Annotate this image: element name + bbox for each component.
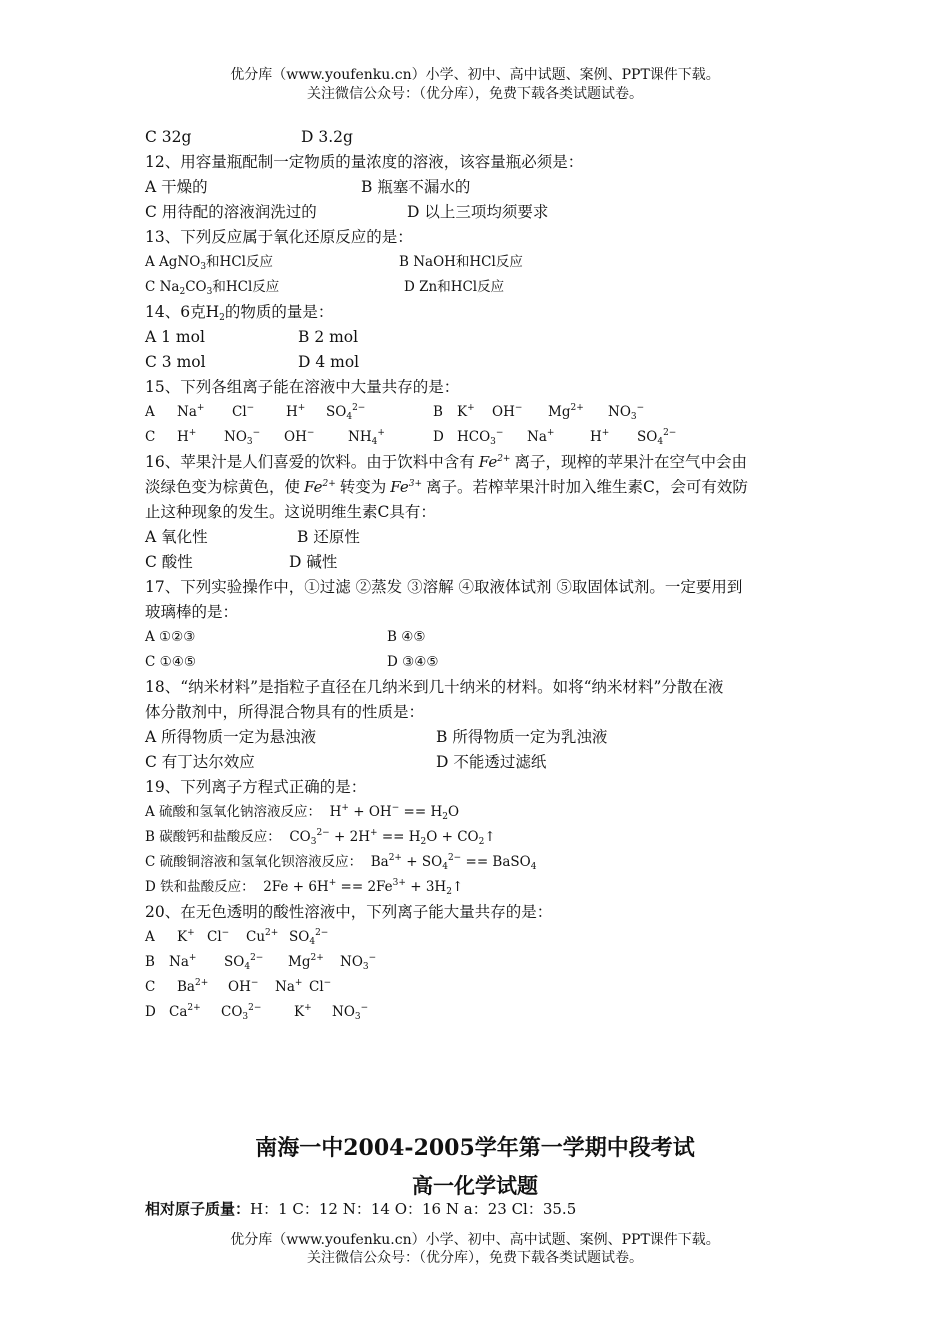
q17-option-b: B ④⑤ — [387, 629, 426, 645]
q14-option-c: C 3 mol — [145, 353, 206, 371]
q15-ion: $NO_3^-$ — [224, 428, 261, 447]
q16-option-a: A 氧化性 — [145, 528, 208, 546]
q12-stem: 12、用容量瓶配制一定物质的量浓度的溶液，该容量瓶必须是： — [145, 153, 584, 171]
q19-option-c: C 硫酸铜溶液和氢氧化钡溶液反应： $Ba^{2+} + SO_4^{2-}$ == BaSO$_4$ — [145, 853, 537, 872]
q15-ion: $HCO_3^-$ — [457, 428, 504, 447]
q13-option-c: C $Na_2CO_3$和HCl反应 — [145, 279, 280, 297]
q12-option-a: A 干燥的 — [145, 178, 208, 196]
q19-option-b: B 碳酸钙和盐酸反应： $CO_3^{2-} + 2H^+ == H_2O$ + $CO_2↑$ — [145, 828, 496, 847]
exam-title: 南海一中2004-2005学年第一学期中段考试 — [255, 1135, 695, 1161]
header-line-2: 关注微信公众号：（优分库），免费下载各类试题试卷。 — [307, 86, 643, 102]
q16-option-d: D 碱性 — [289, 553, 338, 571]
q12-option-d: D 以上三项均须要求 — [407, 203, 549, 221]
q14-option-d: D 4 mol — [298, 353, 360, 371]
q14-stem: 14、6克$H_2$的物质的量是： — [145, 303, 334, 323]
footer-line-2: 关注微信公众号：（优分库），免费下载各类试题试卷。 — [307, 1250, 643, 1266]
q18-option-a: A 所得物质一定为悬浊液 — [145, 728, 317, 746]
q15-ion: $SO_4^{2-}$ — [637, 428, 677, 447]
q11-option-d: D 3.2g — [301, 128, 353, 146]
q15-ion: Na+ — [527, 428, 555, 445]
q18-line-1: 18、“纳米材料”是指粒子直径在几纳米到几十纳米的材料。如将“纳米材料”分散在液 — [145, 678, 724, 696]
q13-option-a: A AgNO$_3$和HCl反应 — [145, 254, 273, 272]
q16-line-1: 16、苹果汁是人们喜爱的饮料。由于饮料中含有 $Fe^{2+}$ 离子，现榨的苹果汁在空气中会由 — [145, 453, 747, 471]
q20-stem: 20、在无色透明的酸性溶液中，下列离子能大量共存的是： — [145, 903, 553, 921]
q13-option-d: D Zn和HCl反应 — [404, 279, 505, 295]
q17-line-1: 17、下列实验操作中，①过滤 ②蒸发 ③溶解 ④取液体试剂 ⑤取固体试剂。一定要用到 — [145, 578, 743, 596]
atomic-masses-label: 相对原子质量： — [145, 1200, 251, 1218]
q15-option-c-label: C — [145, 429, 156, 445]
q15-ion: $Mg^{2+}$ — [548, 403, 584, 420]
q16-option-b: B 还原性 — [297, 528, 360, 546]
q13-stem: 13、下列反应属于氧化还原反应的是： — [145, 228, 413, 246]
q18-line-2: 体分散剂中，所得混合物具有的性质是： — [145, 703, 425, 721]
q15-option-a-label: A — [145, 404, 155, 420]
q17-option-a: A ①②③ — [145, 629, 196, 645]
q12-option-c: C 用待配的溶液润洗过的 — [145, 203, 317, 221]
q17-line-2: 玻璃棒的是： — [145, 603, 239, 621]
footer-line-1: 优分库（www.youfenku.cn）小学、初中、高中试题、案例、PPT课件下载。 — [230, 1232, 720, 1248]
q18-option-b: B 所得物质一定为乳浊液 — [436, 728, 608, 746]
q15-stem: 15、下列各组离子能在溶液中大量共存的是： — [145, 378, 460, 396]
q13-option-b: B NaOH和HCl反应 — [399, 254, 523, 270]
q18-option-c: C 有丁达尔效应 — [145, 753, 255, 771]
q19-option-d: D 铁和盐酸反应： $2Fe + 6H^+ == 2Fe^{3+}$ + $3H_2↑$ — [145, 878, 464, 897]
q15-ion: K+ — [457, 403, 475, 420]
atomic-masses-values: H：1 C：12 N：14 O：16 N a：23 Cl：35.5 — [250, 1200, 577, 1218]
q15-ion: $NH_4^+$ — [348, 428, 385, 447]
q19-option-a: A 硫酸和氢氧化钠溶液反应： $H^+ + OH^- == H_2O$ — [145, 803, 460, 822]
q16-option-c: C 酸性 — [145, 553, 193, 571]
q12-option-b: B 瓶塞不漏水的 — [361, 178, 471, 196]
q19-stem: 19、下列离子方程式正确的是： — [145, 778, 367, 796]
q15-ion: H+ — [286, 403, 306, 420]
q15-option-b-label: B — [433, 404, 443, 420]
q15-ion: Cl− — [232, 403, 255, 420]
q18-option-d: D 不能透过滤纸 — [436, 753, 547, 771]
atomic-masses — [145, 1198, 576, 1219]
q15-ion: $NO_3^-$ — [608, 403, 645, 422]
exam-subtitle: 高一化学试题 — [412, 1173, 538, 1198]
q14-option-b: B 2 mol — [298, 328, 359, 346]
q11-option-c: C 32g — [145, 128, 192, 146]
q16-line-3: 止这种现象的发生。这说明维生素C具有： — [145, 503, 436, 521]
q16-line-2: 淡绿色变为棕黄色，使 $Fe^{2+}$ 转变为 $Fe^{3+}$ 离子。若榨苹果汁时加入维生素C，会可有效防 — [145, 478, 748, 496]
q15-ion: OH− — [492, 403, 523, 420]
header-line-1: 优分库（www.youfenku.cn）小学、初中、高中试题、案例、PPT课件下载。 — [230, 67, 720, 83]
q15-ion: OH− — [284, 428, 315, 445]
q17-option-c: C ①④⑤ — [145, 654, 196, 670]
q15-option-d-label: D — [433, 429, 444, 445]
q17-option-d: D ③④⑤ — [387, 654, 439, 670]
q15-ion: H+ — [177, 428, 197, 445]
q15-ion: H+ — [590, 428, 610, 445]
q15-ion: $SO_4^{2-}$ — [326, 403, 366, 422]
q14-option-a: A 1 mol — [145, 328, 205, 346]
q15-ion: Na+ — [177, 403, 205, 420]
